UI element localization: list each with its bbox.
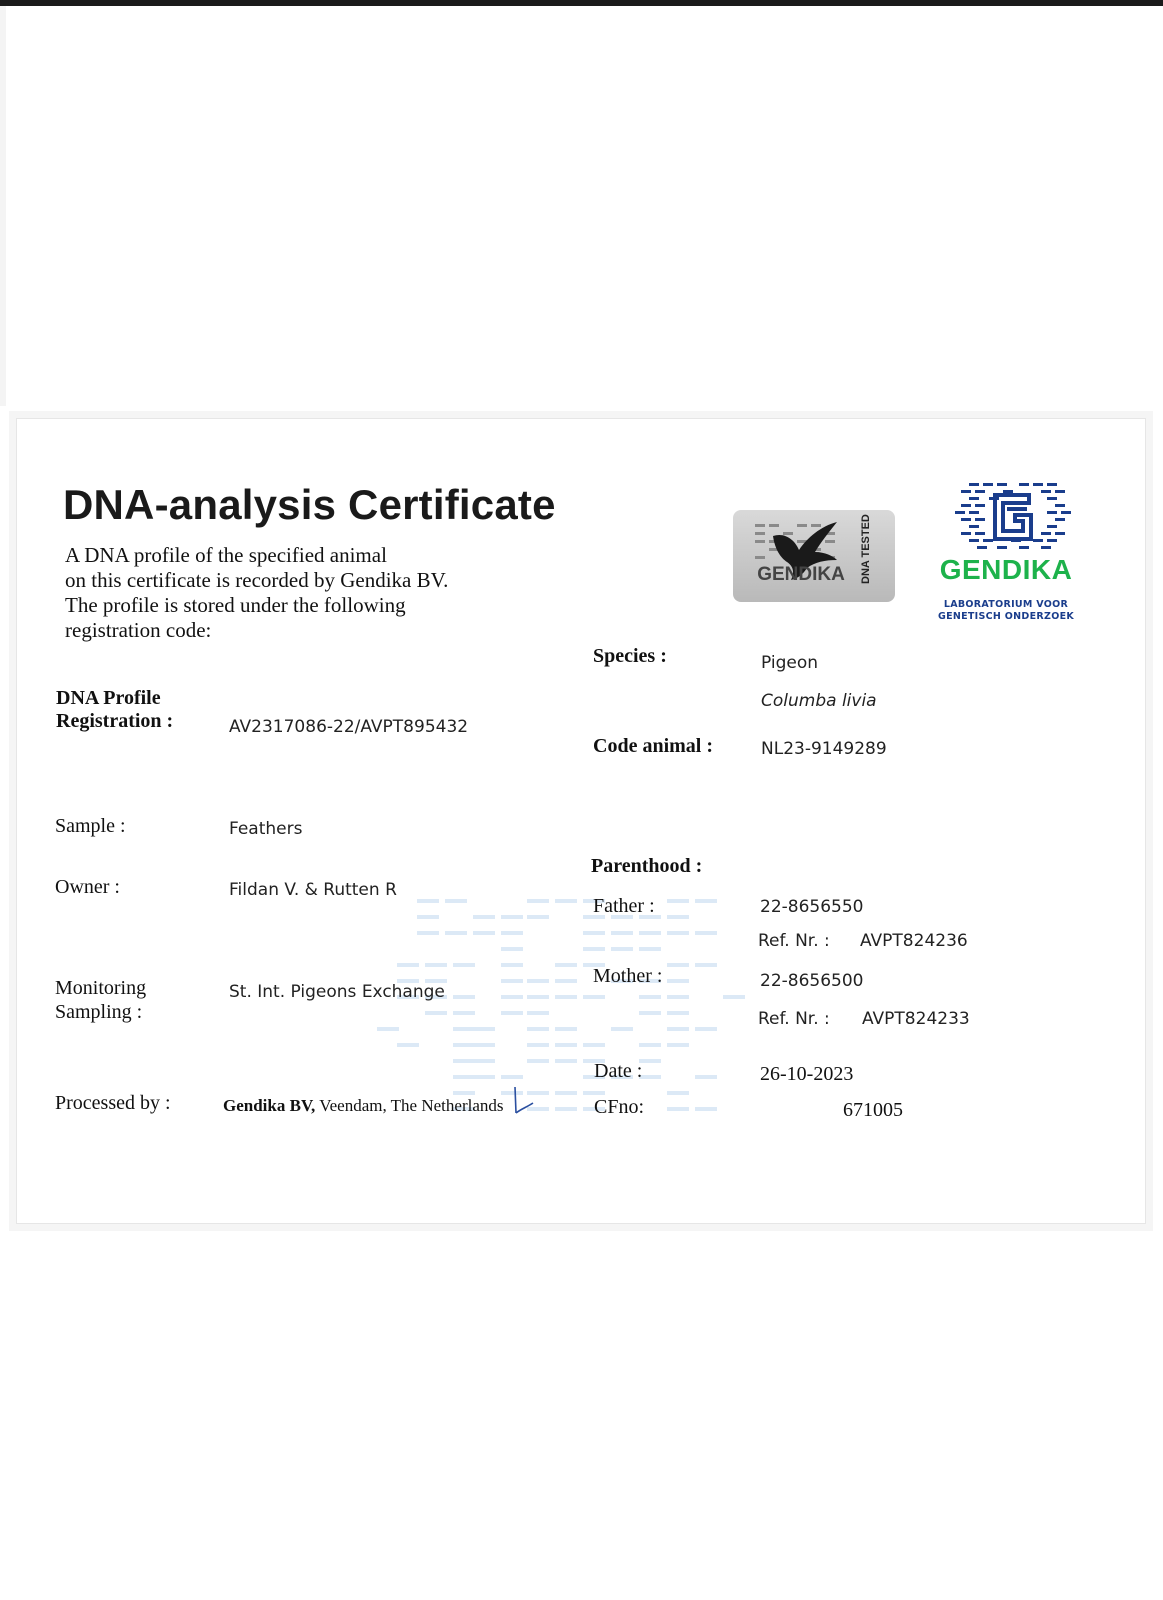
processed-label: Processed by : <box>55 1092 171 1114</box>
code-animal-label: Code animal : <box>593 735 713 757</box>
father-ref-label: Ref. Nr. : <box>758 931 830 951</box>
dna-tested-badge <box>733 510 895 602</box>
monitoring-value: St. Int. Pigeons Exchange <box>229 982 445 1002</box>
badge-side-text: DNA TESTED <box>860 514 872 584</box>
gendika-logo-subtitle <box>929 599 1083 623</box>
mother-ref-value: AVPT824233 <box>862 1009 970 1029</box>
date-value: 26-10-2023 <box>760 1063 854 1085</box>
date-label: Date : <box>594 1060 643 1082</box>
logo-subtitle-line: GENETISCH ONDERZOEK <box>937 611 1075 622</box>
owner-label: Owner : <box>55 876 120 898</box>
mother-value: 22-8656500 <box>760 971 864 991</box>
gendika-watermark-icon <box>367 889 767 1129</box>
mother-ref-label: Ref. Nr. : <box>758 1009 830 1029</box>
father-value: 22-8656550 <box>760 897 864 917</box>
gendika-logo-name: GENDIKA <box>939 554 1073 585</box>
intro-line: on this certificate is recorded by Gendika BV. <box>65 568 449 592</box>
monitoring-label <box>55 976 146 1024</box>
owner-value: Fildan V. & Rutten R <box>229 880 397 900</box>
registration-label <box>56 687 173 733</box>
scan-left-edge <box>0 6 6 406</box>
intro-line: The profile is stored under the following <box>65 593 406 617</box>
sample-label: Sample : <box>55 815 126 837</box>
logo-subtitle-line: LABORATORIUM VOOR <box>943 599 1069 610</box>
mother-label: Mother : <box>593 965 663 987</box>
processed-value-company: Gendika BV, <box>223 1096 316 1115</box>
species-latin-value: Columba livia <box>761 691 877 711</box>
species-common-value: Pigeon <box>761 653 819 673</box>
processed-value-location: Veendam, The Netherlands <box>315 1096 504 1115</box>
scan-top-edge <box>0 0 1163 6</box>
species-label: Species : <box>593 645 667 667</box>
father-label: Father : <box>593 895 655 917</box>
registration-label-line: Registration : <box>56 710 174 732</box>
cfno-value: 671005 <box>843 1099 903 1121</box>
gendika-g-logo-icon <box>937 479 1107 619</box>
intro-line: registration code: <box>65 618 212 642</box>
registration-label-line: DNA Profile <box>56 687 161 709</box>
monitoring-label-line: Monitoring <box>55 977 147 999</box>
badge-brand-text: GENDIKA <box>757 564 845 585</box>
registration-value: AV2317086-22/AVPT895432 <box>229 717 469 737</box>
pen-check-mark-icon <box>513 1083 537 1117</box>
father-ref-value: AVPT824236 <box>860 931 968 951</box>
parenthood-label: Parenthood : <box>591 855 703 877</box>
certificate-title: DNA-analysis Certificate <box>63 481 556 528</box>
monitoring-label-line: Sampling : <box>55 1001 143 1023</box>
cfno-label: CFno: <box>594 1096 645 1118</box>
certificate-card <box>16 418 1146 1224</box>
code-animal-value: NL23-9149289 <box>761 739 887 759</box>
processed-value <box>223 1096 504 1116</box>
sample-value: Feathers <box>229 819 303 839</box>
intro-line: A DNA profile of the specified animal <box>65 543 387 567</box>
certificate-intro <box>65 543 505 643</box>
